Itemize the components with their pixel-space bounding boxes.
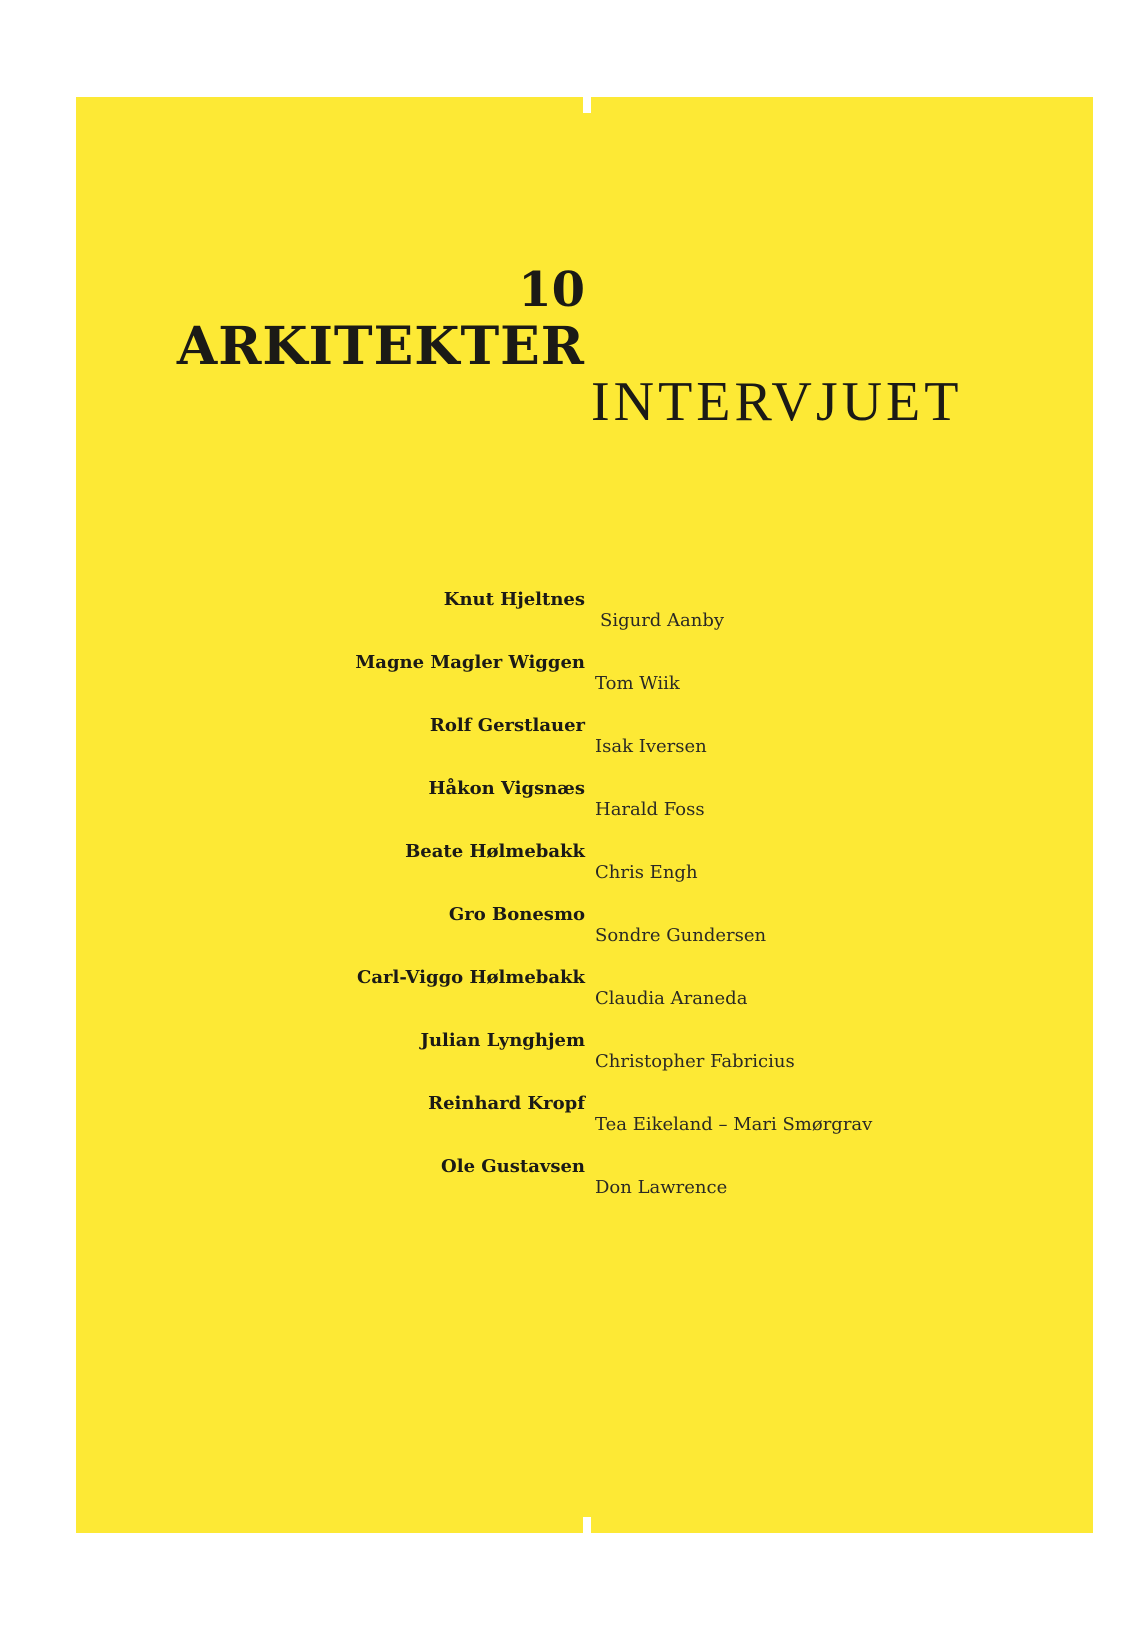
list-item [0, 652, 1148, 715]
top-fold-mark [583, 97, 591, 113]
architect-name: Carl-Viggo Hølmebakk [357, 967, 585, 988]
title-number: 10 [518, 262, 585, 318]
interviewer-name: Chris Engh [595, 862, 698, 883]
list-item [0, 967, 1148, 1030]
architect-name: Håkon Vigsnæs [428, 778, 585, 799]
interviewer-name: Harald Foss [595, 799, 705, 820]
list-item [0, 778, 1148, 841]
list-item [0, 589, 1148, 652]
architect-name: Julian Lynghjem [420, 1030, 585, 1051]
interviewer-name: Christopher Fabricius [595, 1051, 795, 1072]
page-title: ARKITEKTER [176, 316, 585, 377]
list-item [0, 1093, 1148, 1156]
architect-name: Rolf Gerstlauer [429, 715, 585, 736]
architect-name: Reinhard Kropf [428, 1093, 585, 1114]
architect-name: Beate Hølmebakk [405, 841, 585, 862]
architect-name: Gro Bonesmo [448, 904, 585, 925]
architect-name: Magne Magler Wiggen [355, 652, 585, 673]
page-subtitle: INTERVJUET [591, 371, 963, 433]
interviewer-name: Claudia Araneda [595, 988, 748, 1009]
list-item [0, 1030, 1148, 1093]
interview-list [0, 589, 1148, 1219]
interviewer-name: Don Lawrence [595, 1177, 728, 1198]
interviewer-name: Isak Iversen [595, 736, 707, 757]
interviewer-name: Sigurd Aanby [600, 610, 725, 631]
list-item [0, 904, 1148, 967]
list-item [0, 1156, 1148, 1219]
list-item [0, 841, 1148, 904]
interviewer-name: Tom Wiik [595, 673, 680, 694]
architect-name: Ole Gustavsen [441, 1156, 585, 1177]
list-item [0, 715, 1148, 778]
interviewer-name: Sondre Gundersen [595, 925, 767, 946]
interviewer-name: Tea Eikeland – Mari Smørgrav [595, 1114, 873, 1135]
architect-name: Knut Hjeltnes [443, 589, 585, 610]
bottom-fold-mark [583, 1517, 591, 1533]
